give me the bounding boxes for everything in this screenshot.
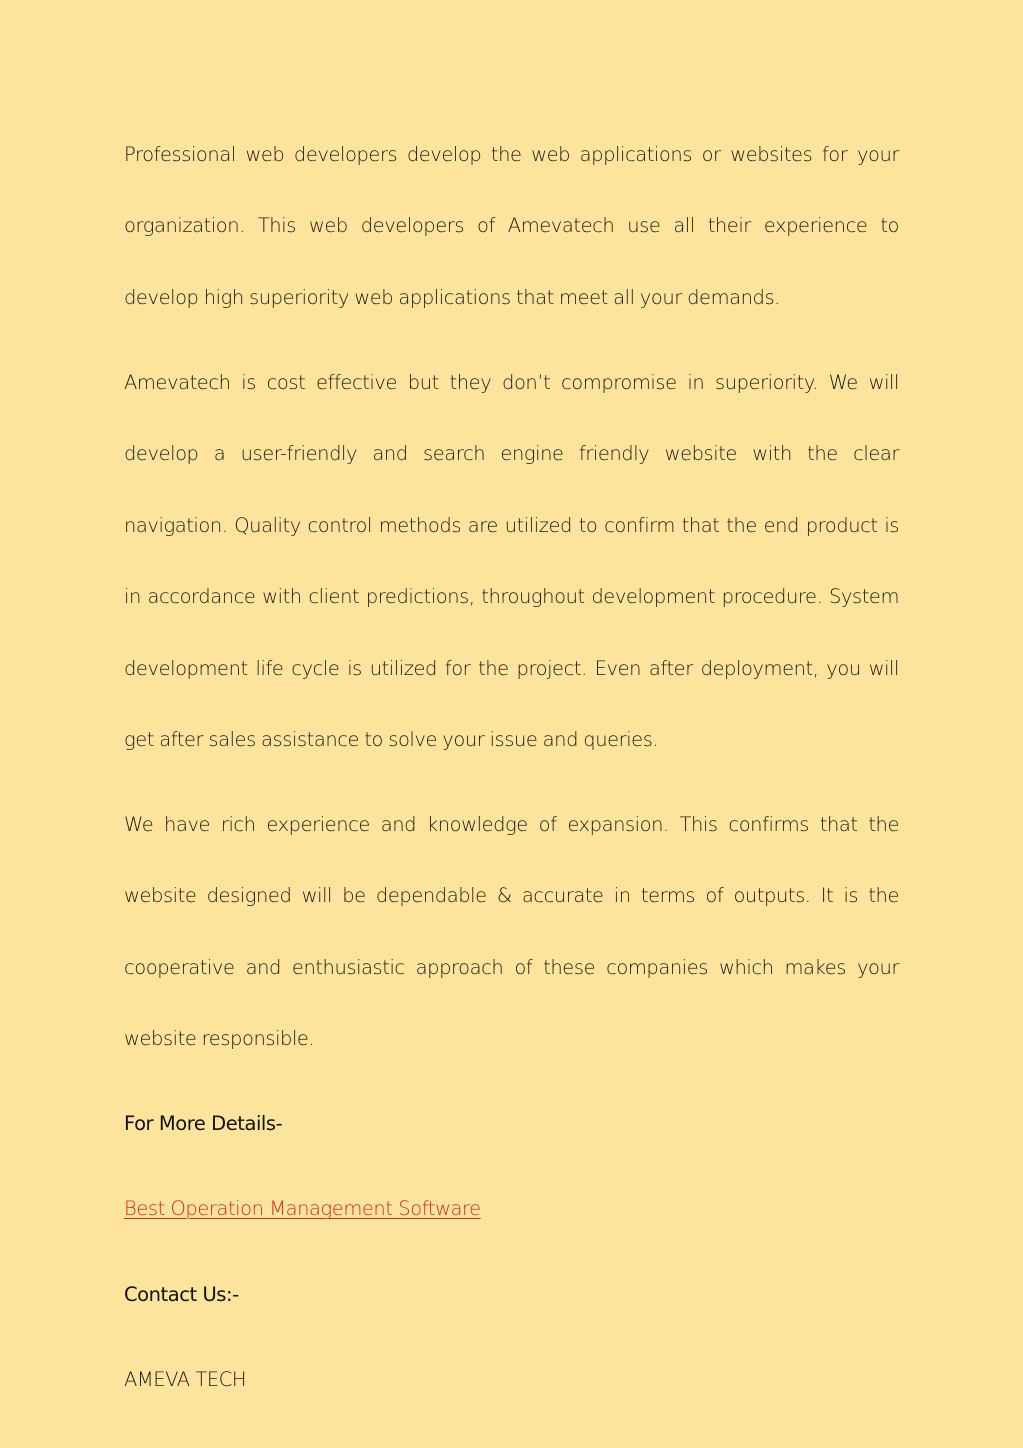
company-name: AMEVA TECH	[124, 1367, 247, 1391]
paragraph-experience: We have rich experience and knowledge of expansion. This confirms that the website designed will be dependable & accurate in terms of outputs. It is the cooperative and enthusiastic approach of these companies which makes your website responsible.	[124, 813, 899, 1051]
document-page	[124, 119, 899, 1415]
contact-heading: Contact Us:-	[124, 1282, 239, 1306]
paragraph-intro: Professional web developers develop the web applications or websites for your organization. This web developers of Amevatech use all their experience to develop high superiority web applications that meet all your demands.	[124, 143, 899, 309]
paragraph-quality: Amevatech is cost effective but they don’t compromise in superiority. We will develop a user-friendly and search engine friendly website with the clear navigation. Quality control methods are utilized to confirm that the end product is in accordance with client predictions, throughout development procedure. System development life cycle is utilized for the project. Even after deployment, you will get after sales assistance to solve your issue and queries.	[124, 370, 899, 751]
link-line	[124, 1173, 899, 1244]
operation-software-link[interactable]: Best Operation Management Software	[124, 1197, 481, 1221]
details-heading: For More Details-	[124, 1112, 283, 1136]
